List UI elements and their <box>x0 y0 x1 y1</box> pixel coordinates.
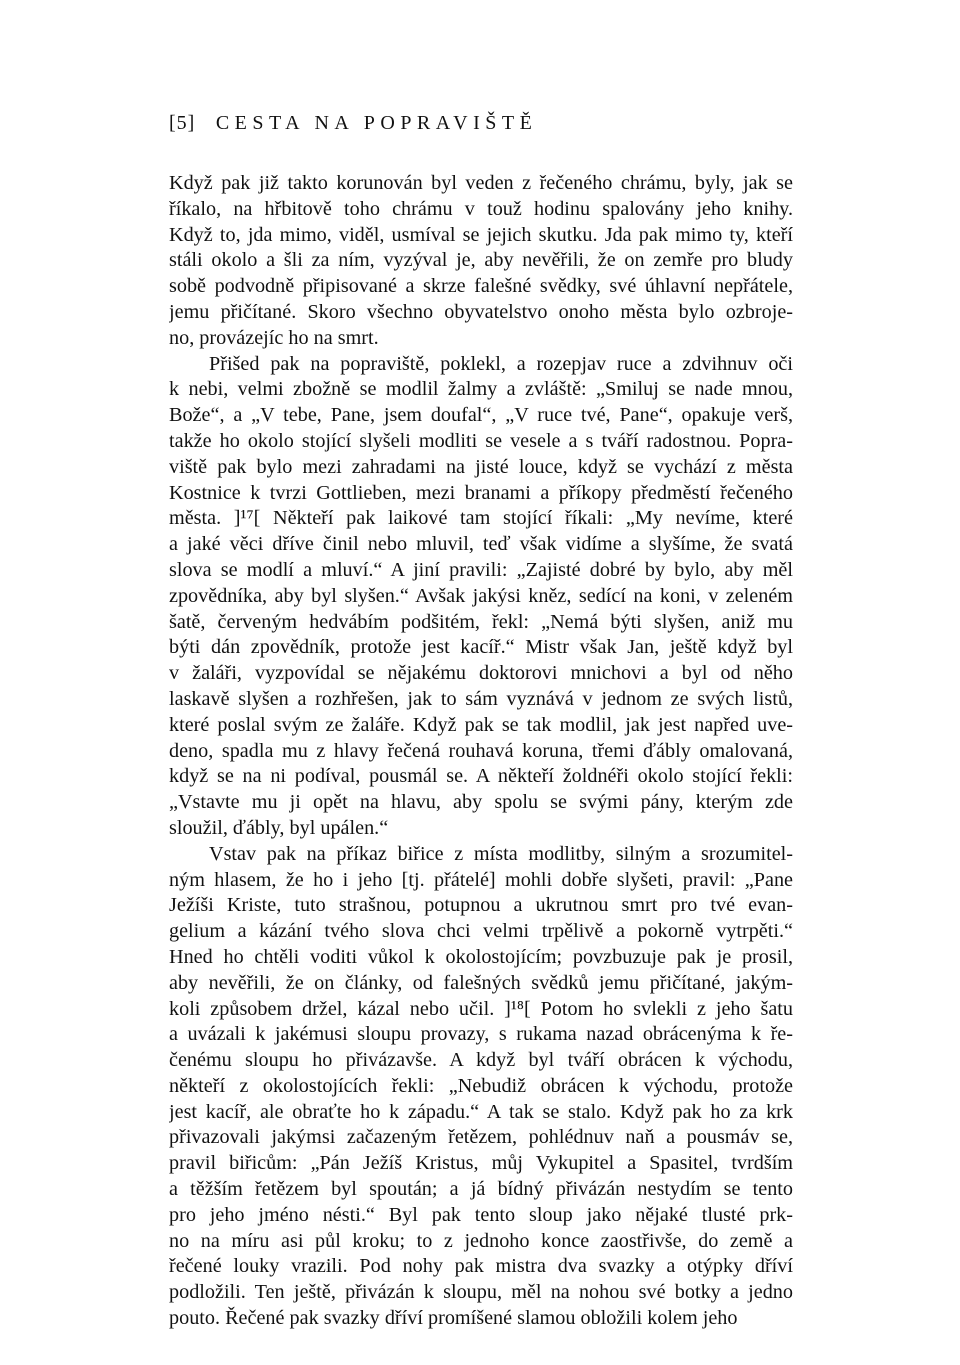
text-line: býti dán zpovědník, protože jest kacíř.“ Mistr však Jan, ještě když byl <box>169 636 793 659</box>
text-line: no na míru asi půl kroku; to z jednoho konce zaostřivše, do země a <box>169 1229 793 1252</box>
paragraph <box>169 171 793 352</box>
text-line: podložili. Ten ještě, přivázán k sloupu, měl na nohou své botky a jedno <box>169 1281 793 1304</box>
text-line: řečené louky vrazili. Pod nohy pak mistra dva svazky a otýpky dříví <box>169 1255 793 1278</box>
chapter-title: CESTA NA POPRAVIŠTĚ <box>215 112 538 134</box>
text-line: takže ho okolo stojící slyšeli modliti se vesele a s tváří radostnou. Popra- <box>169 429 793 452</box>
text-line: sobě podvodně připisované a skrze falešné svědky, své úhlavní nepřátele, <box>169 275 793 298</box>
text-line: viště pak bylo mezi zahradami na jisté louce, když se vychází z města <box>169 455 793 478</box>
text-line: Ježíši Kriste, tuto strašnou, potupnou a ukrutnou smrt pro tvé evan- <box>169 894 793 917</box>
page-number: [5] <box>169 112 196 134</box>
text-line: v žaláři, vyzpovídal se nějakému doktorovi mnichovi a byl od něho <box>169 662 793 685</box>
text-line: Hned ho chtěli voditi vůkol k okolostojícím; povzbuzuje pak je prosil, <box>169 945 793 968</box>
text-line: šatě, červeným hedvábím podšitém, řekl: „Nemá býti slyšen, aniž mu <box>169 610 793 633</box>
text-line: k nebi, velmi zbožně se modlil žalmy a zvláště: „Smiluj se nade mnou, <box>169 378 793 401</box>
text-line: deno, spadla mu z hlavy řečená rouhavá koruna, třemi ďábly omalovaná, <box>169 739 793 762</box>
book-page <box>169 112 793 1332</box>
text-line: pravil biřicům: „Pán Ježíš Kristus, můj Vykupitel a Spasitel, tvrdším <box>169 1152 793 1175</box>
text-line: no, provázejíc ho na smrt. <box>169 326 379 349</box>
text-line: jest kacíř, ale obraťte ho k západu.“ A tak se stalo. Když pak ho za krk <box>169 1100 793 1123</box>
text-line: přivazovali jakýmsi začazeným řetězem, pohlédnuv naň a pousmáv se, <box>169 1126 793 1149</box>
text-line: pouto. Řečené pak svazky dříví promíšené slamou obložili kolem jeho <box>169 1307 738 1330</box>
text-line: Když pak již takto korunován byl veden z řečeného chrámu, byly, jak se <box>169 172 793 194</box>
text-line: Když to, jda mimo, viděl, usmíval se jejich skutku. Jda pak mimo ty, kteří <box>169 223 793 246</box>
text-line: „Vstavte mu ji opět na hlavu, aby spolu se svými pány, kterým zde <box>169 791 793 814</box>
text-line: koli způsobem držel, kázal nebo učil. ]¹⁸[ Potom ho svlekli z jeho šatu <box>169 997 793 1020</box>
text-line: říkalo, na hřbitově toho chrámu v touž hodinu spalovány jeho knihy. <box>169 197 793 220</box>
text-line: Přišed pak na popraviště, poklekl, a rozepjav ruce a zdvihnuv oči <box>209 352 793 375</box>
text-line: Bože“, a „V tebe, Pane, jsem doufal“, „V ruce tvé, Pane“, opakuje verš, <box>169 404 793 427</box>
text-line: a uvázali k jakémusi sloupu provazy, s rukama nazad obrácenýma k ře- <box>169 1023 793 1046</box>
text-line: pro jeho jméno nésti.“ Byl pak tento sloup jako nějaké tlusté prk- <box>169 1203 793 1226</box>
text-line: slova se modlí a mluví.“ A jiní pravili: „Zajisté dobré by bylo, aby měl <box>169 558 793 581</box>
text-line: které poslal svým ze žaláře. Když pak se tak modlil, jak jest napřed uve- <box>169 713 793 736</box>
text-line: Kostnice k tvrzi Gottlieben, mezi branami a příkopy předměstí řečeného <box>169 481 793 504</box>
body-text <box>169 171 793 1332</box>
text-line: města. ]¹⁷[ Někteří pak laikové tam stojící říkali: „My nevíme, které <box>169 507 793 530</box>
text-line: jemu přičítané. Skoro všechno obyvatelstvo onoho města bylo ozbroje- <box>169 300 793 323</box>
paragraph <box>169 352 793 842</box>
text-line: ným hlasem, že ho i jeho [tj. přátelé] mohli dobře slyšeti, pravil: „Pane <box>169 868 793 891</box>
text-line: zpovědníka, aby byl slyšen.“ Avšak jakýsi kněz, sedící na koni, v zeleném <box>169 584 793 607</box>
text-line: a jaké věci dříve činil nebo mluvil, teď však vidíme a slyšíme, že svatá <box>169 533 793 556</box>
text-line: někteří z okolostojících řekli: „Nebudiž obrácen k východu, protože <box>169 1074 793 1097</box>
paragraph <box>169 842 793 1332</box>
text-line: Vstav pak na příkaz biřice z místa modlitby, silným a srozumitel- <box>209 842 793 865</box>
text-line: aby nevěřili, že on články, od falešných svědků jemu přičítané, jakým- <box>169 971 793 994</box>
running-header <box>169 112 793 135</box>
text-line: stáli okolo a šli za ním, vyzýval je, aby nevěřili, že on zemře pro bludy <box>169 249 793 272</box>
text-line: když se na ni podíval, pousmál se. A někteří žoldnéři okolo stojící řekli: <box>169 765 793 788</box>
text-line: a těžším řetězem byl spoután; a já bídný přivázán nestydím se tento <box>169 1178 793 1201</box>
text-line: sloužil, ďábly, byl upálen.“ <box>169 816 389 839</box>
text-line: čenému sloupu ho přivázavše. A když byl tváří obrácen k východu, <box>169 1049 793 1072</box>
text-line: gelium a kázání tvého slova chci velmi trpělivě a pokorně vytrpěti.“ <box>169 920 793 943</box>
text-line: laskavě slyšen a rozhřešen, jak to sám vyznává v jednom ze svých listů, <box>169 687 793 710</box>
